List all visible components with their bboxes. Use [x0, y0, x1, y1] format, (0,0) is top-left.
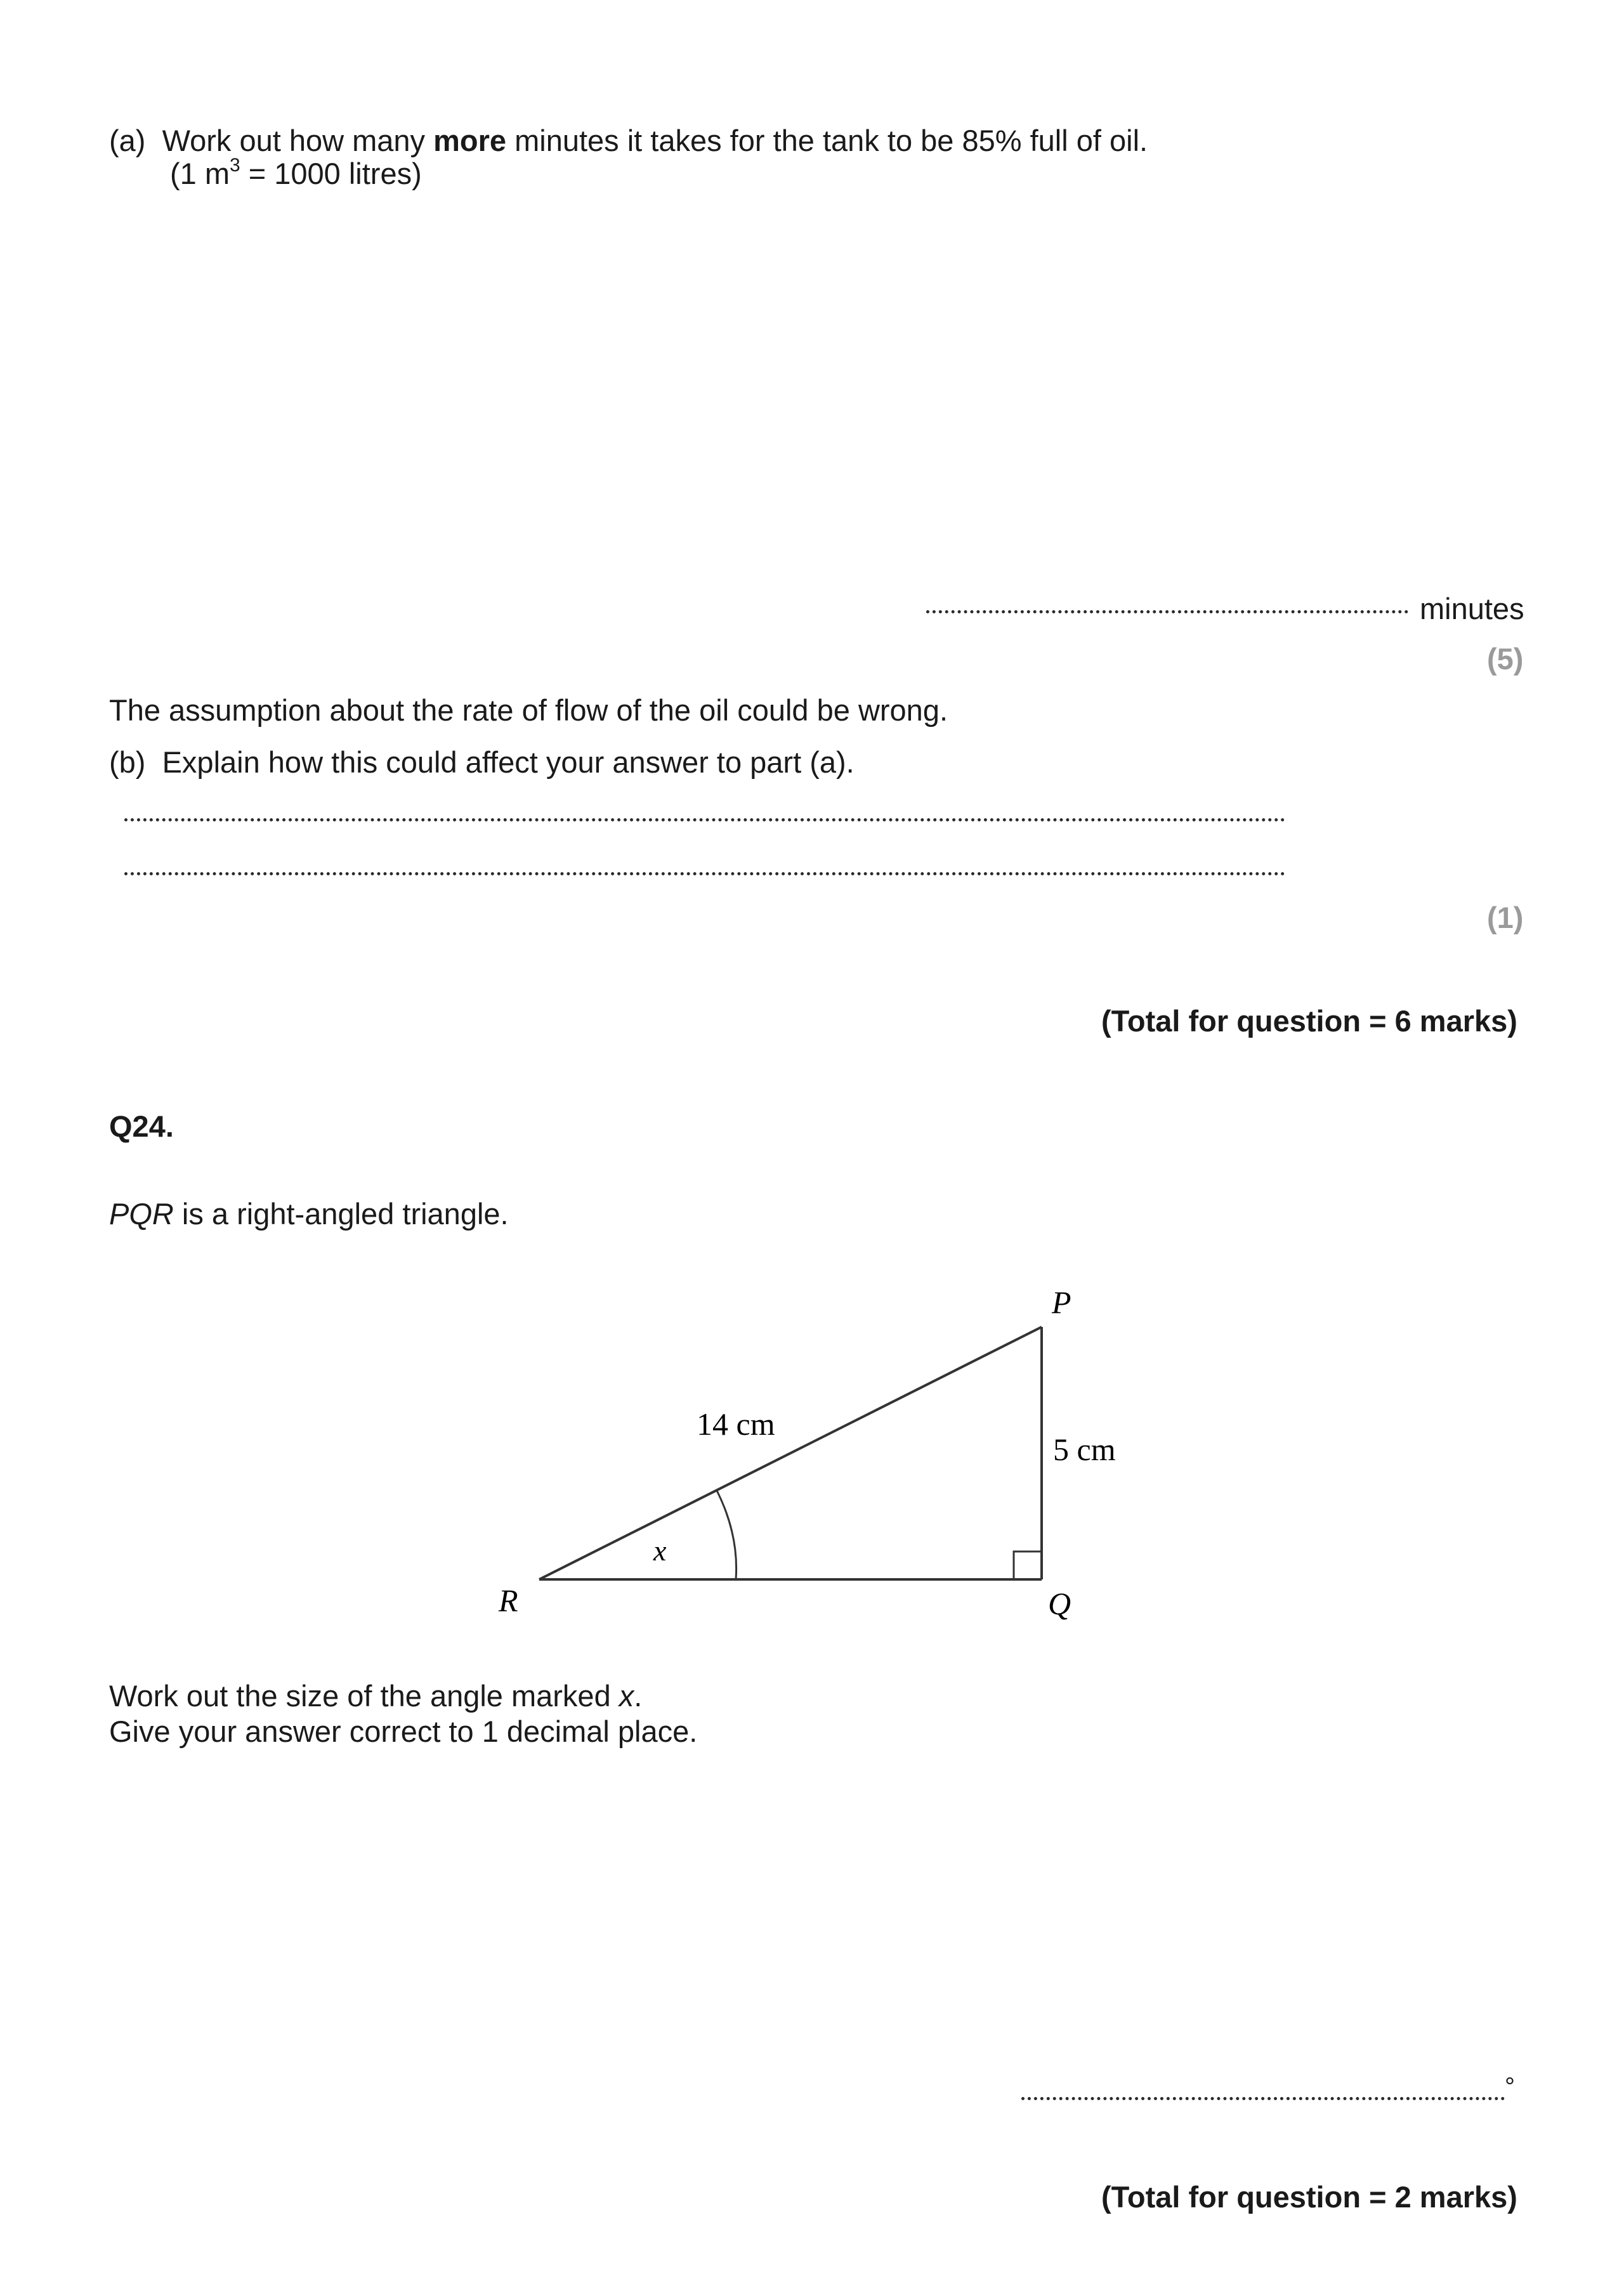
part-b-label: (b): [109, 745, 146, 779]
q24-instruction-2: Give your answer correct to 1 decimal place.: [109, 1715, 698, 1748]
part-b-text: Explain how this could affect your answer to part (a).: [162, 745, 855, 779]
part-a-marks: (5): [1487, 642, 1524, 676]
part-a-text-after: minutes it takes for the tank to be 85% full of oil.: [506, 124, 1148, 157]
conversion-note: (1 $m^3 = 1000$ litres): [170, 155, 422, 190]
degree-symbol: °: [1505, 2073, 1515, 2101]
hypotenuse-rp: [539, 1327, 1042, 1579]
q24-total: (Total for question = 2 marks): [1101, 2180, 1517, 2214]
hypotenuse-label: 14 cm: [697, 1406, 775, 1442]
part-a-text-before: Work out how many: [162, 124, 434, 157]
vertex-label-r: R: [499, 1583, 518, 1618]
angle-x-arc: [717, 1491, 737, 1579]
assumption-text: The assumption about the rate of flow of the oil could be wrong.: [109, 693, 948, 727]
vertex-label-p: P: [1052, 1284, 1071, 1320]
angle-label-x: x: [653, 1534, 667, 1567]
part-a-answer-unit: minutes: [1420, 592, 1524, 625]
q24-intro-italic: PQR: [109, 1197, 174, 1231]
q24-instruction-1: Work out the size of the angle marked x.: [109, 1679, 643, 1713]
side-label: 5 cm: [1053, 1432, 1116, 1467]
q24-answer-line[interactable]: [1021, 2097, 1505, 2100]
part-a-bold-word: more: [433, 124, 507, 157]
vertex-label-q: Q: [1048, 1586, 1071, 1621]
q23-total: (Total for question = 6 marks): [1101, 1004, 1517, 1038]
right-angle-marker: [1014, 1552, 1042, 1579]
q24-intro-rest: is a right-angled triangle.: [173, 1197, 509, 1231]
q24-number: Q24.: [109, 1109, 174, 1143]
part-a-label: (a): [109, 124, 146, 157]
part-b-marks: (1): [1487, 901, 1524, 934]
